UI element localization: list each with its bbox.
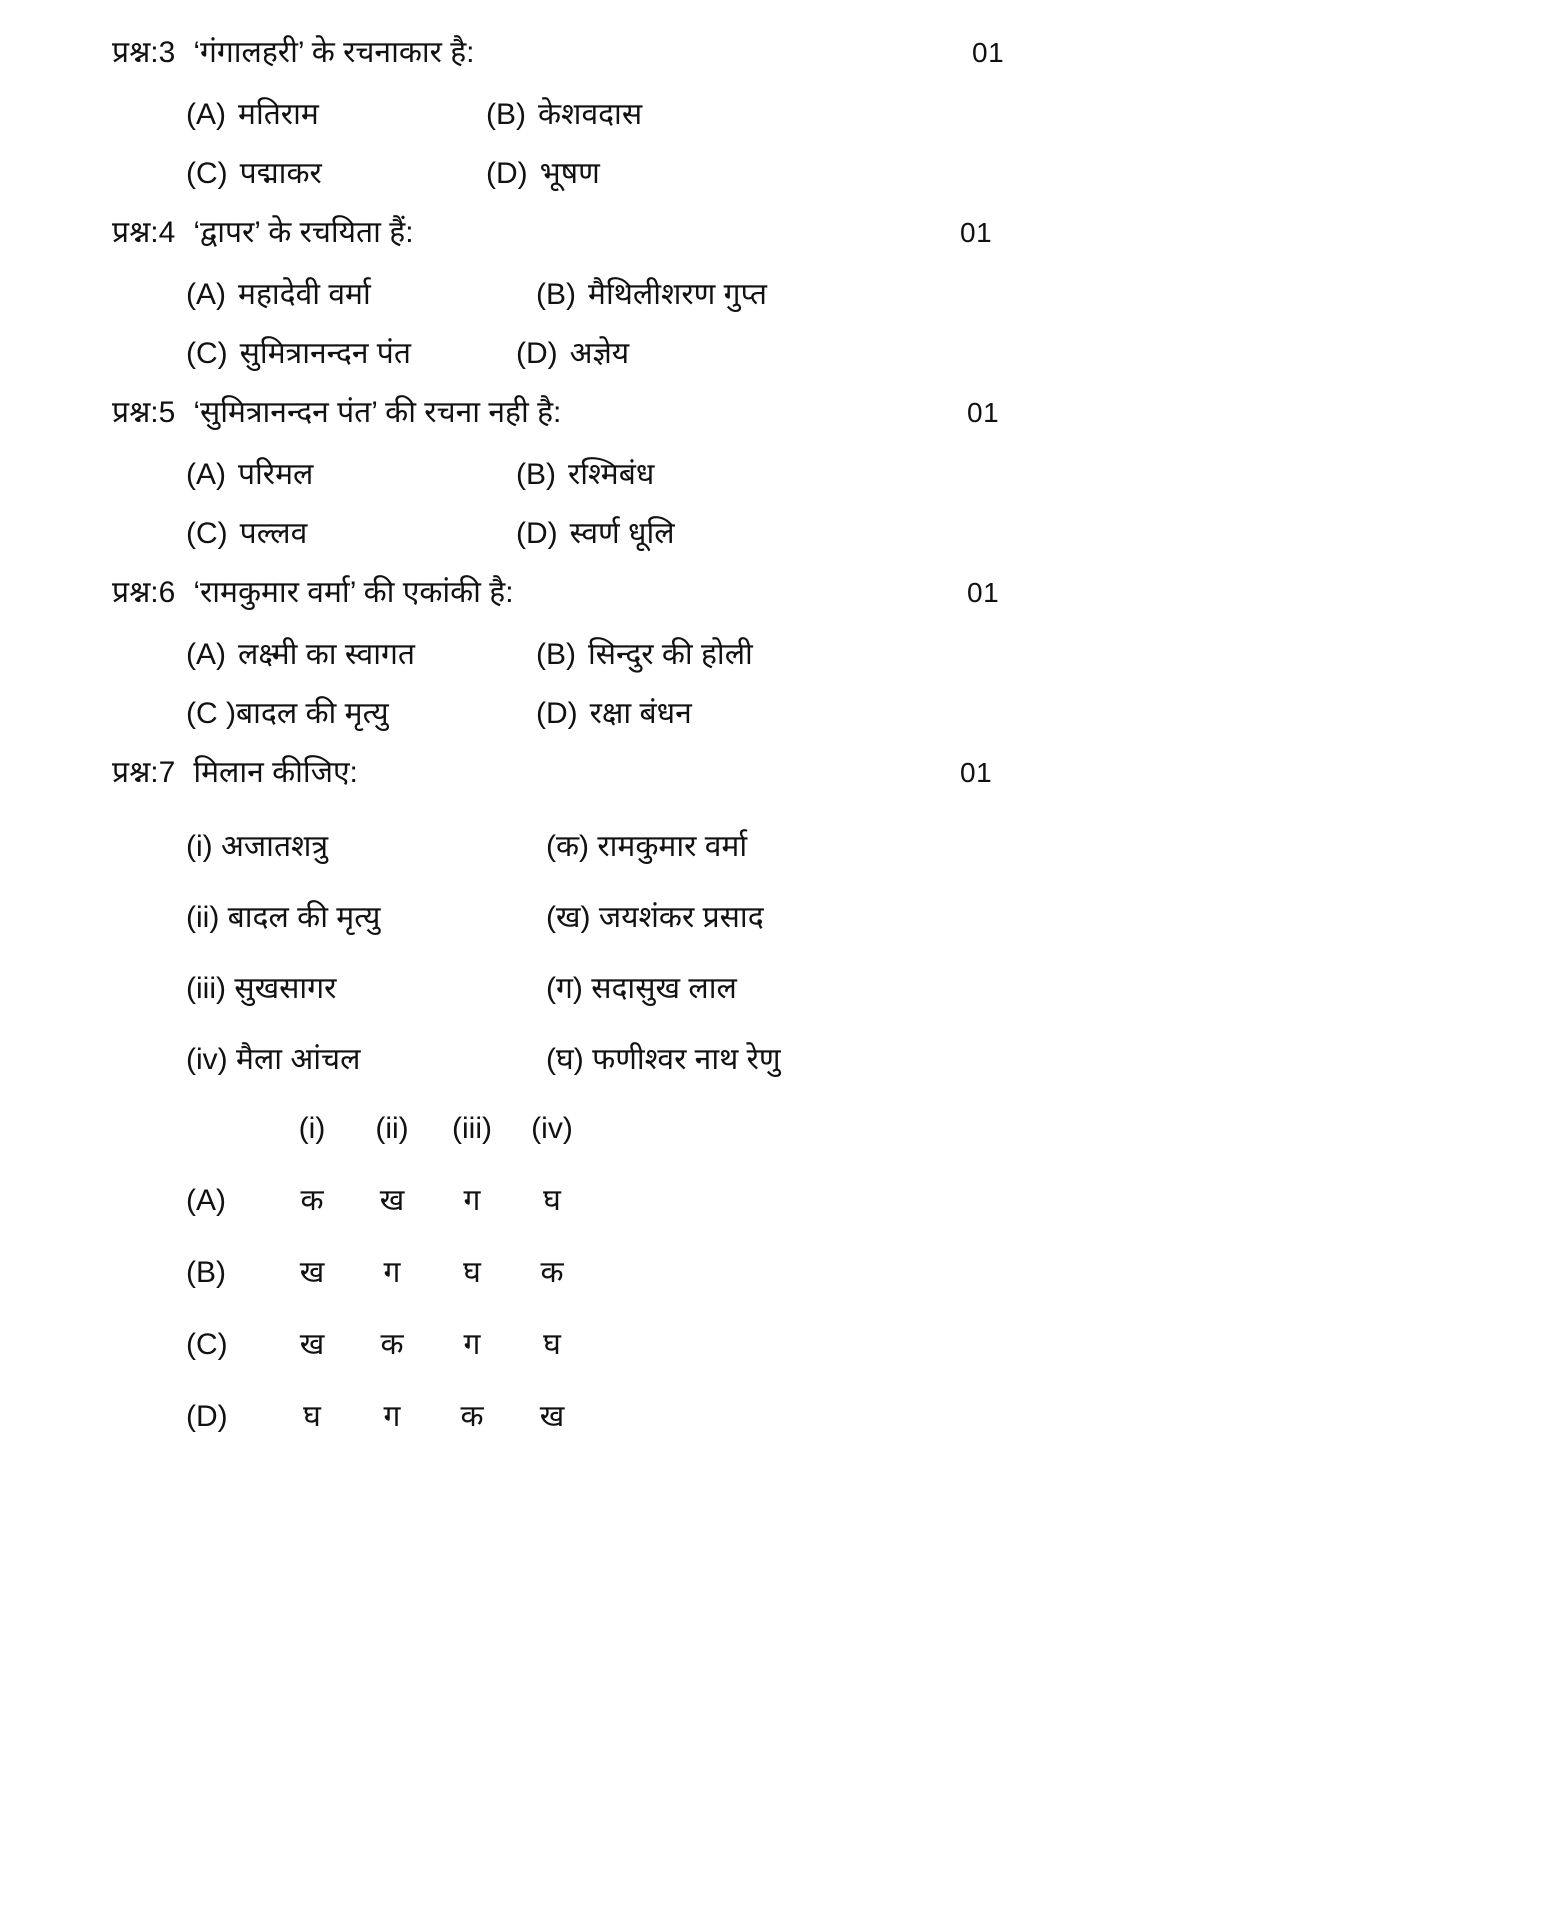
option-b[interactable] (536, 632, 753, 677)
option-key: (C) (186, 337, 228, 370)
match-right-key: (घ) (546, 1043, 584, 1076)
options-list (186, 272, 1442, 376)
answer-option-d[interactable] (186, 1396, 1442, 1438)
question-label: प्रश्न:7 (112, 756, 176, 789)
match-row (186, 895, 1442, 940)
match-pairs-list (186, 824, 1442, 1082)
match-left-item (186, 824, 546, 869)
match-right-item (546, 895, 764, 940)
answer-cell: ग (463, 1184, 481, 1217)
answer-cell: घ (463, 1256, 481, 1289)
question-label: प्रश्न:6 (112, 576, 176, 609)
option-row (186, 331, 1442, 376)
option-a[interactable] (186, 632, 536, 677)
option-row (186, 632, 1442, 677)
option-key: (A) (186, 638, 226, 671)
answer-option-key: (C) (186, 1328, 228, 1361)
option-b[interactable] (486, 92, 642, 137)
option-a[interactable] (186, 272, 536, 317)
option-key: (C) (186, 157, 228, 190)
answer-option-b[interactable] (186, 1252, 1442, 1294)
option-d[interactable] (516, 331, 629, 376)
answer-cell: घ (543, 1184, 561, 1217)
match-right-label: फणीश्वर नाथ रेणु (592, 1043, 781, 1076)
option-row (186, 151, 1442, 196)
option-b[interactable] (516, 452, 654, 497)
option-value: मतिराम (238, 98, 319, 131)
option-row (186, 511, 1442, 556)
answer-cell: क (380, 1328, 404, 1361)
option-c[interactable] (186, 331, 516, 376)
answer-option-key: (D) (186, 1400, 228, 1433)
question-marks: 01 (960, 757, 993, 788)
question-text: ‘सुमित्रानन्दन पंत’ की रचना नही है: (193, 396, 562, 429)
option-key: (D) (536, 697, 578, 730)
answer-cell: ख (539, 1400, 565, 1433)
option-key: (A) (186, 278, 226, 311)
question-block-3 (112, 30, 1442, 196)
option-key: (D) (516, 337, 558, 370)
question-headline (112, 750, 1442, 806)
match-left-label: अजातशत्रु (221, 830, 329, 863)
option-value: पल्लव (239, 517, 308, 550)
answer-cell: क (460, 1400, 484, 1433)
match-row (186, 824, 1442, 869)
options-list (186, 632, 1442, 736)
question-headline (112, 30, 1442, 86)
option-value: लक्ष्मी का स्वागत (238, 638, 415, 671)
question-marks: 01 (960, 217, 993, 248)
question-marks: 01 (967, 577, 1000, 608)
option-key: (B) (536, 278, 576, 311)
question-label: प्रश्न:4 (112, 216, 176, 249)
option-key: (D) (486, 157, 528, 190)
option-value: परिमल (238, 458, 314, 491)
question-text: ‘रामकुमार वर्मा’ की एकांकी है: (193, 576, 514, 609)
match-left-label: मैला आंचल (236, 1043, 361, 1076)
option-row (186, 272, 1442, 317)
answer-cell: ग (383, 1400, 401, 1433)
question-headline (112, 390, 1442, 446)
answer-grid-header-row (186, 1108, 1442, 1150)
answer-option-c[interactable] (186, 1324, 1442, 1366)
option-value: सिन्दुर की होली (588, 638, 753, 671)
answer-grid-header-cell: (ii) (375, 1112, 409, 1145)
option-key: (A) (186, 98, 226, 131)
match-left-item (186, 966, 546, 1011)
option-row (186, 452, 1442, 497)
option-value: अज्ञेय (569, 337, 630, 370)
option-row (186, 92, 1442, 137)
question-headline (112, 570, 1442, 626)
option-key: (B) (516, 458, 556, 491)
answer-cell: घ (543, 1328, 561, 1361)
match-left-item (186, 1037, 546, 1082)
option-key: (B) (536, 638, 576, 671)
match-left-key: (iii) (186, 972, 226, 1005)
option-value: रक्षा बंधन (589, 697, 692, 730)
question-text: ‘द्वापर’ के रचयिता हैं: (193, 216, 414, 249)
answer-cell: क (300, 1184, 324, 1217)
option-c[interactable] (186, 691, 536, 736)
match-left-key: (iv) (186, 1043, 228, 1076)
option-a[interactable] (186, 452, 516, 497)
answer-cell: ग (463, 1328, 481, 1361)
match-answer-grid (186, 1108, 1442, 1438)
question-label: प्रश्न:3 (112, 36, 176, 69)
match-right-label: सदासुख लाल (591, 972, 737, 1005)
match-left-label: बादल की मृत्यु (227, 901, 381, 934)
options-list (186, 92, 1442, 196)
answer-option-key: (B) (186, 1256, 226, 1289)
option-key: (C ) (186, 697, 236, 730)
answer-cell: ख (379, 1184, 405, 1217)
question-marks: 01 (967, 397, 1000, 428)
match-left-label: सुखसागर (234, 972, 337, 1005)
match-right-key: (ग) (546, 972, 583, 1005)
option-d[interactable] (536, 691, 692, 736)
option-b[interactable] (536, 272, 767, 317)
question-sheet (112, 30, 1442, 1468)
question-marks: 01 (972, 37, 1005, 68)
option-d[interactable] (516, 511, 675, 556)
answer-option-key: (A) (186, 1184, 226, 1217)
match-left-item (186, 895, 546, 940)
option-a[interactable] (186, 92, 486, 137)
match-right-label: जयशंकर प्रसाद (598, 901, 764, 934)
option-d[interactable] (486, 151, 600, 196)
option-value: मैथिलीशरण गुप्त (588, 278, 767, 311)
option-key: (A) (186, 458, 226, 491)
option-row (186, 691, 1442, 736)
option-key: (C) (186, 517, 228, 550)
option-value: महादेवी वर्मा (238, 278, 371, 311)
question-block-4 (112, 210, 1442, 376)
option-value: पद्माकर (239, 157, 322, 190)
option-key: (D) (516, 517, 558, 550)
question-block-6 (112, 570, 1442, 736)
option-c[interactable] (186, 511, 516, 556)
match-right-label: रामकुमार वर्मा (597, 830, 748, 863)
match-right-item (546, 966, 737, 1011)
option-key: (B) (486, 98, 526, 131)
answer-cell: ग (383, 1256, 401, 1289)
match-right-key: (क) (546, 830, 590, 863)
match-right-key: (ख) (546, 901, 591, 934)
match-row (186, 966, 1442, 1011)
option-value: भूषण (539, 157, 600, 190)
match-left-key: (i) (186, 830, 213, 863)
question-headline (112, 210, 1442, 266)
option-value: रश्मिबंध (568, 458, 655, 491)
answer-cell: ख (299, 1328, 325, 1361)
option-value: बादल की मृत्यु (235, 697, 389, 730)
answer-cell: क (540, 1256, 564, 1289)
option-value: स्वर्ण धूलि (569, 517, 675, 550)
match-left-key: (ii) (186, 901, 220, 934)
option-value: सुमित्रानन्दन पंत (239, 337, 411, 370)
question-label: प्रश्न:5 (112, 396, 176, 429)
option-c[interactable] (186, 151, 486, 196)
answer-cell: घ (303, 1400, 321, 1433)
answer-cell: ख (299, 1256, 325, 1289)
answer-option-a[interactable] (186, 1180, 1442, 1222)
question-text: मिलान कीजिए: (193, 756, 358, 789)
question-block-5 (112, 390, 1442, 556)
answer-grid-header-cell: (iv) (531, 1112, 573, 1145)
question-block-7 (112, 750, 1442, 1438)
question-text: ‘गंगालहरी’ के रचनाकार है: (193, 36, 475, 69)
answer-grid-header-cell: (iii) (452, 1112, 492, 1145)
match-right-item (546, 1037, 781, 1082)
answer-grid-header-cell: (i) (298, 1112, 326, 1145)
options-list (186, 452, 1442, 556)
match-right-item (546, 824, 747, 869)
match-row (186, 1037, 1442, 1082)
option-value: केशवदास (538, 98, 643, 131)
